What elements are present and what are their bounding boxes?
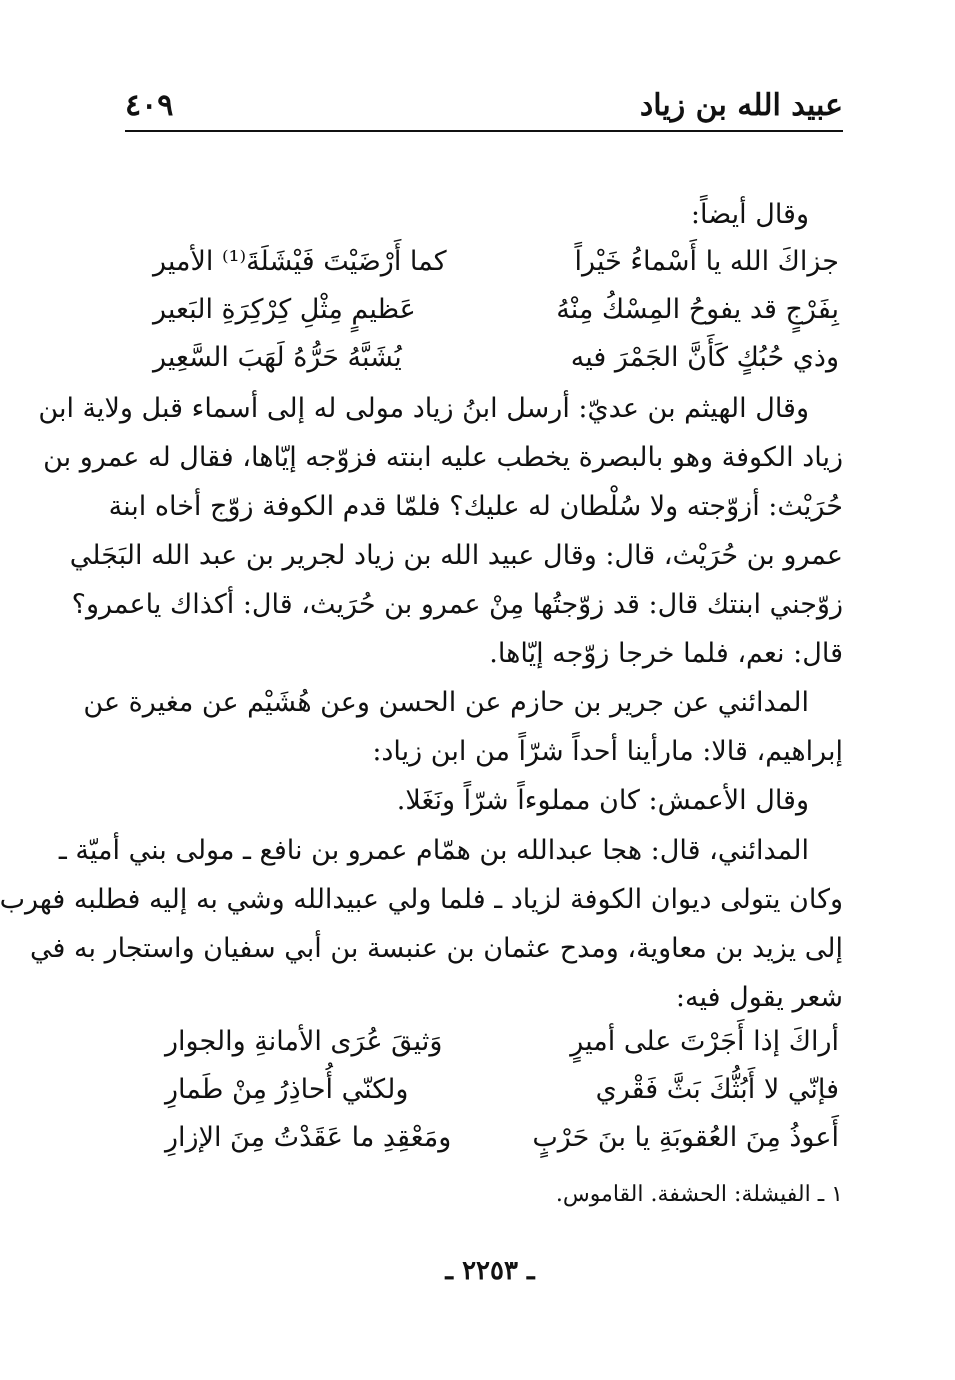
paragraph-line: زوّجني ابنتك قال: قد زوّجتُها مِنْ عمرو بن حُرَيث، قال: أكذاك ياعمرو؟	[71, 589, 843, 620]
paragraph-1	[38, 384, 843, 678]
verse-line	[153, 238, 839, 286]
header-title: عبيد الله بن زياد	[639, 88, 843, 123]
verse-first-hemistich: وذي حُبُكٍ كَأَنَّ الجَمْرَ فيه	[570, 342, 839, 373]
paragraph-3	[130, 776, 843, 825]
paragraph-line: المدائني عن جرير بن حازم عن الحسن وعن هُشَيْم عن مغيرة عن	[83, 687, 809, 718]
verse-line	[165, 1114, 839, 1162]
verse-line	[153, 334, 839, 382]
paragraph-line: حُرَيْث: أزوّجته ولا سُلْطان له عليك؟ فلمّا قدم الكوفة زوّج أخاه ابنة	[108, 491, 843, 522]
paragraph-line: وقال الهيثم بن عديّ: أرسل ابنُ زياد مولى له إلى أسماء قبل ولاية ابن	[38, 393, 809, 424]
verse-second-hemistich: كما أَرْضَيْتَ فَيْشَلَةَ⁽¹⁾ الأمير	[153, 246, 447, 277]
verse-first-hemistich: فإنّي لا أَبُثُّكَ بَثَّ فَقْري	[595, 1074, 839, 1105]
paragraph-line: شعر يقول فيه:	[675, 982, 843, 1013]
paragraph-line: إلى يزيد بن معاوية، ومدح عثمان بن عنبسة بن أبي سفيان واستجار به في	[30, 933, 843, 964]
section-intro: وقال أيضاً:	[690, 199, 809, 230]
paragraph-2	[83, 678, 843, 776]
verse-first-hemistich: أَعوذُ مِنَ العُقوبَةِ يا بنَ حَرْبٍ	[532, 1122, 839, 1153]
paragraph-line: المدائني، قال: هجا عبدالله بن همّام عمرو بن نافع ـ مولى بني أميّة ـ	[58, 835, 809, 866]
footnote: ١ ـ الفيشلة: الحشفة. القاموس.	[555, 1182, 843, 1207]
verse-second-hemistich: يُشَبَّهُ حَرُّهُ لَهَبَ السَّعِير	[153, 342, 402, 373]
paragraph-line: قال: نعم، فلما خرجا زوّجه إيّاها.	[489, 638, 843, 669]
section-intro-block	[130, 190, 843, 239]
running-header	[125, 84, 843, 132]
header-page-number: ٤٠٩	[125, 88, 174, 123]
poem-2	[165, 1018, 839, 1162]
paragraph-line: زياد الكوفة وهو بالبصرة يخطب عليه ابنته فزوّجه إيّاها، فقال له عمرو بن	[43, 442, 843, 473]
verse-line	[165, 1066, 839, 1114]
verse-second-hemistich: وَثيقَ عُرَى الأمانةِ والجوار	[165, 1026, 443, 1057]
verse-second-hemistich: ومَعْقِدِ ما عَقَدْتُ مِنَ الإزارِ	[165, 1122, 452, 1153]
verse-first-hemistich: جزاكَ الله يا أَسْماءُ خَيْراً	[574, 246, 839, 277]
verse-first-hemistich: أراكَ إذا أَجَرْتَ على أميرٍ	[570, 1026, 839, 1057]
bottom-page-number: ـ ٢٢٥٣ ـ	[445, 1256, 535, 1286]
verse-second-hemistich: ولكنّي أُحاذِرُ مِنْ طَمارِ	[165, 1074, 409, 1105]
paragraph-line: عمرو بن حُرَيْث، قال: وقال عبيد الله بن زياد لجرير بن عبد الله البَجَلي	[69, 540, 843, 571]
verse-second-hemistich: عَظيمٍ مِثْلِ كِرْكِرَةِ البَعير	[153, 294, 416, 325]
verse-line	[153, 286, 839, 334]
paragraph-line: وكان يتولى ديوان الكوفة لزياد ـ فلما ولي عبيدالله وشي به إليه فطلبه فهرب	[0, 884, 843, 915]
verse-first-hemistich: بِفَرْجٍ قد يفوحُ المِسْكُ مِنْهُ	[556, 294, 839, 325]
paragraph-4	[0, 826, 843, 1022]
verse-line	[165, 1018, 839, 1066]
poem-1	[153, 238, 839, 382]
paragraph-line: إبراهيم، قالا: مارأينا أحداً شرّاً من ابن زياد:	[372, 736, 843, 767]
paragraph-line: وقال الأعمش: كان مملوءاً شرّاً ونَغَلا.	[396, 785, 809, 816]
